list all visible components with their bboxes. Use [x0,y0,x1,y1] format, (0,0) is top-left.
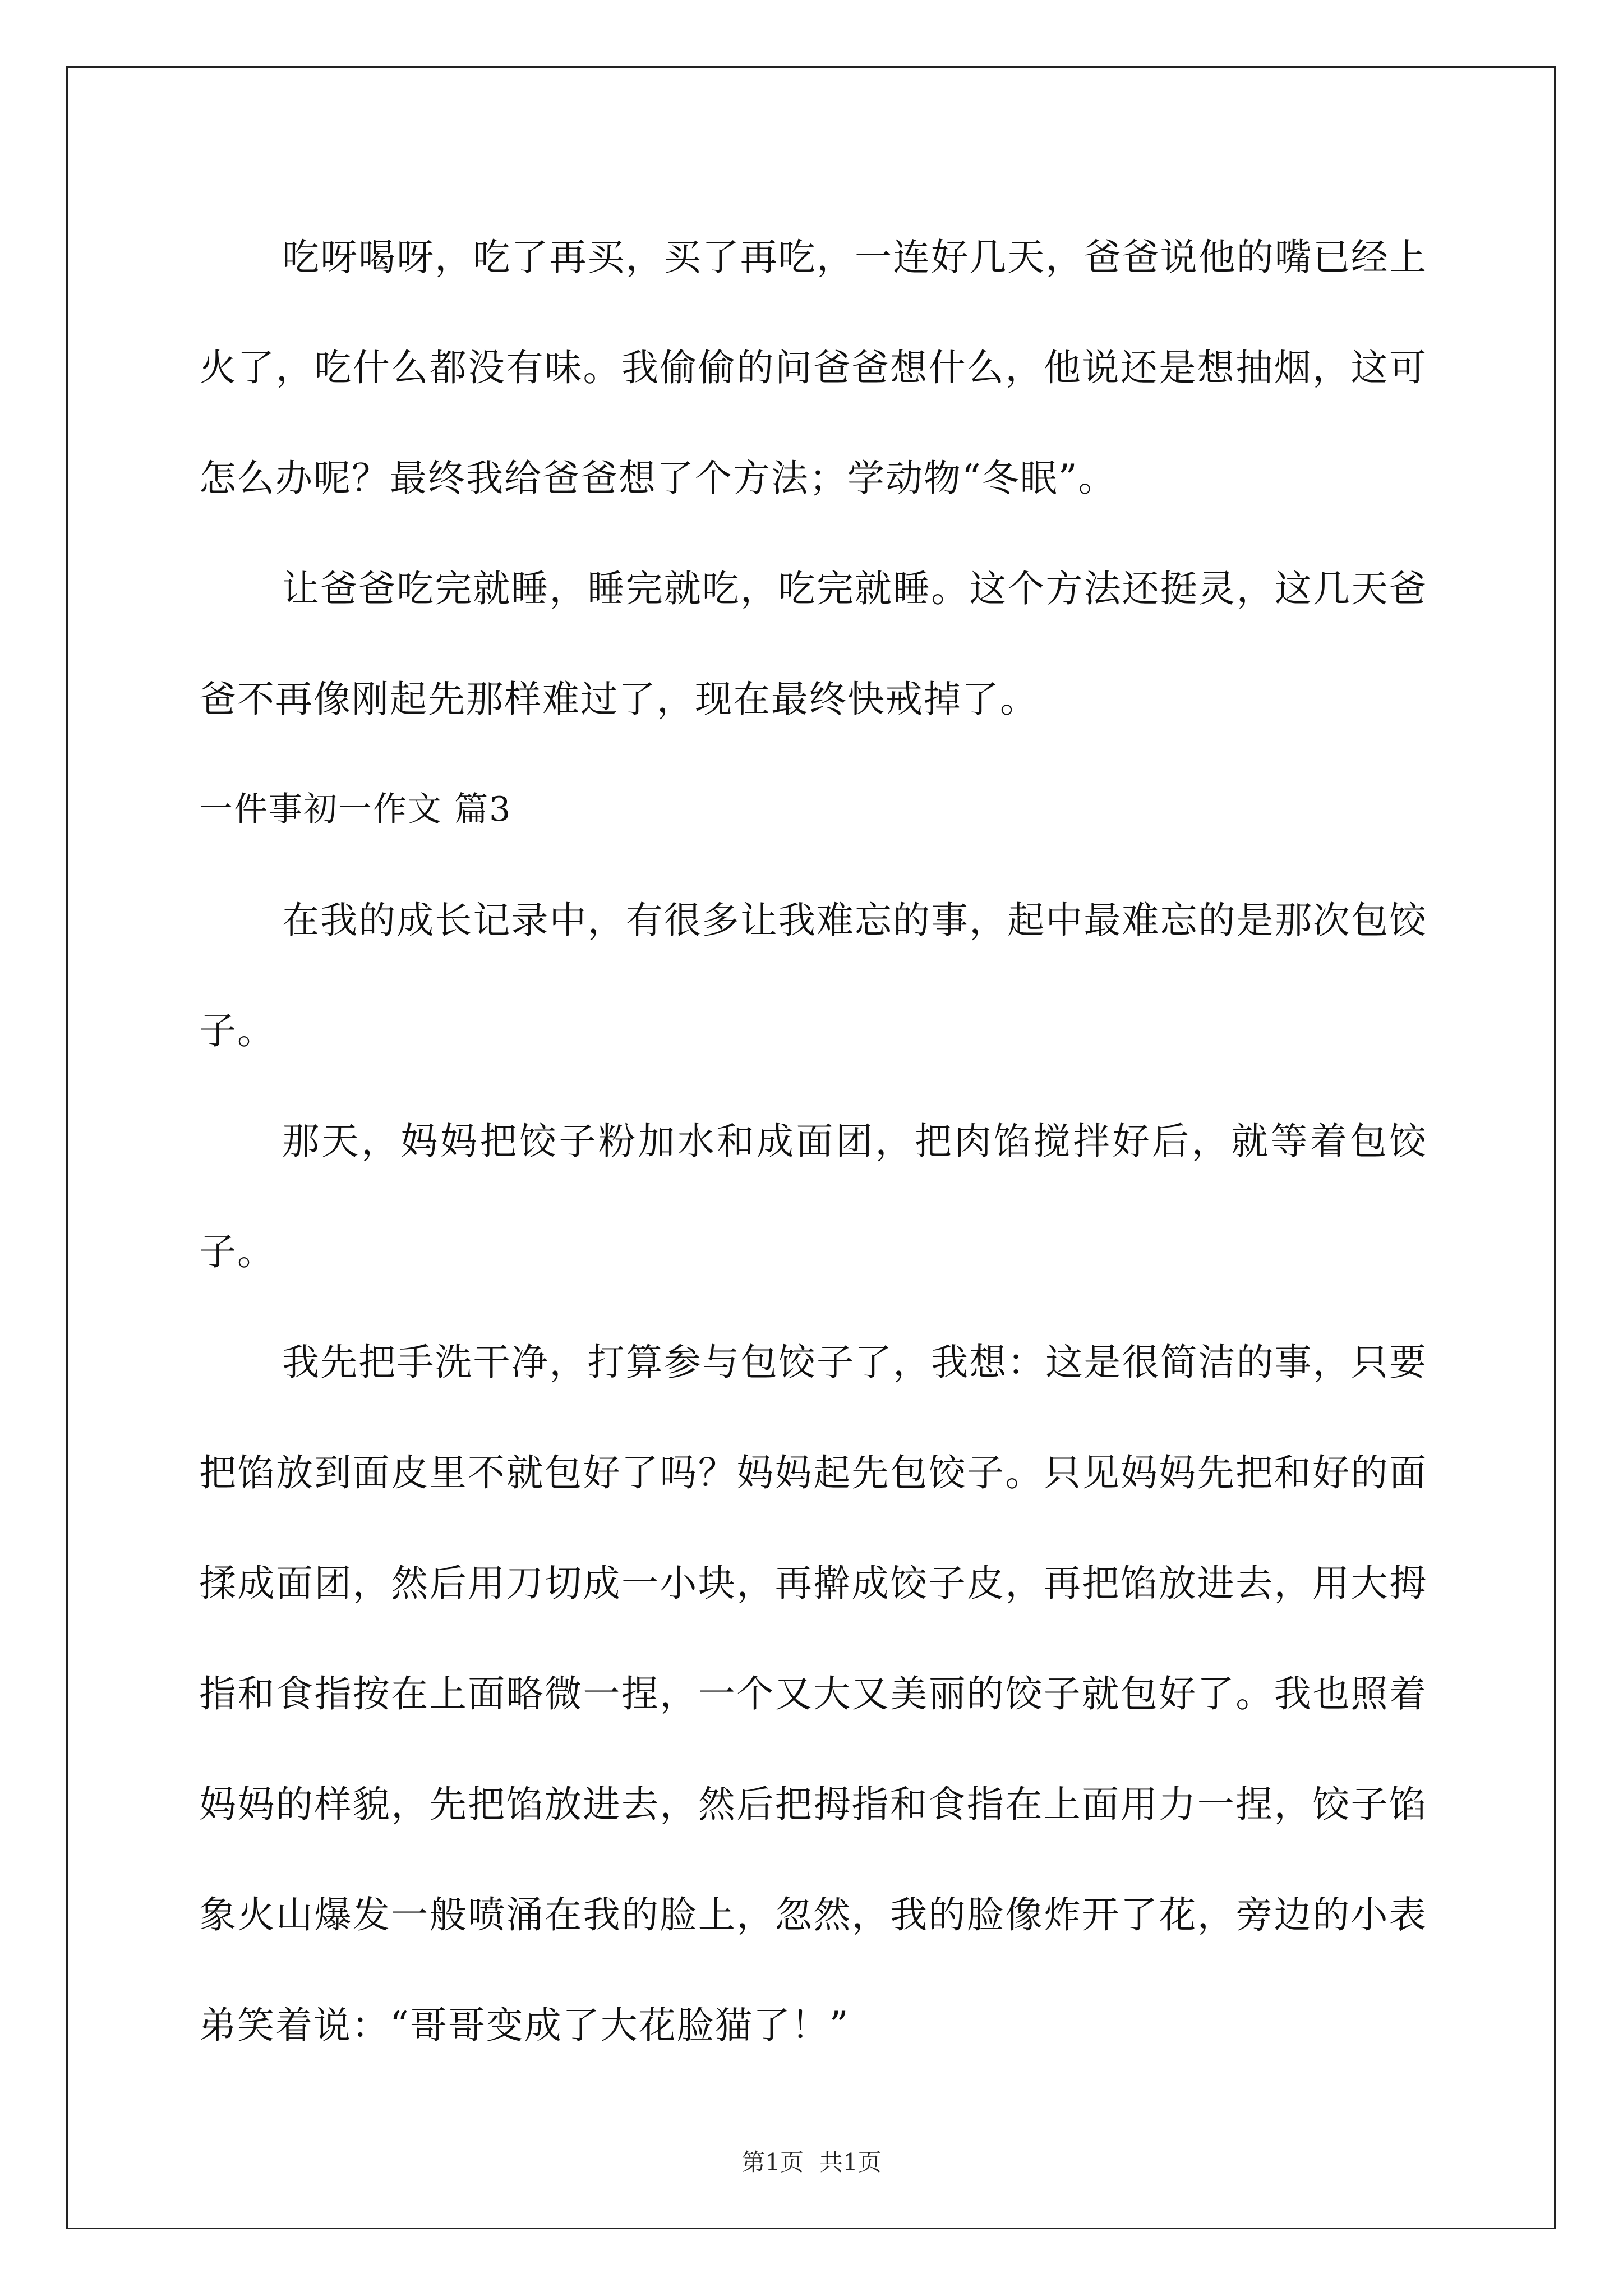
page-number: 第1页 [741,2148,804,2176]
document-body [199,202,1427,2081]
paragraph-5: 我先把手洗干净，打算参与包饺子了，我想：这是很简洁的事，只要把馅放到面皮里不就包好了吗？妈妈起先包饺子。只见妈妈先把和好的面揉成面团，然后用刀切成一小块，再擀成饺子皮，再把馅放进去，用大拇指和食指按在上面略微一捏，一个又大又美丽的饺子就包好了。我也照着妈妈的样貌，先把馅放进去，然后把拇指和食指在上面用力一捏，饺子馅象火山爆发一般喷涌在我的脸上，忽然，我的脸像炸开了花，旁边的小表弟笑着说：“哥哥变成了大花脸猫了！” [199,1341,1427,2047]
page-footer [0,2144,1623,2178]
section-heading: 一件事初一作文 篇3 [199,790,512,829]
paragraph-1: 吃呀喝呀，吃了再买，买了再吃，一连好几天，爸爸说他的嘴已经上火了，吃什么都没有味。我偷偷的问爸爸想什么，他说还是想抽烟，这可怎么办呢？最终我给爸爸想了个方法；学动物“冬眠”。 [199,236,1427,500]
page-total: 共1页 [819,2148,882,2176]
paragraph-4: 那天，妈妈把饺子粉加水和成面团，把肉馅搅拌好后，就等着包饺子。 [199,1120,1427,1273]
paragraph-2: 让爸爸吃完就睡，睡完就吃，吃完就睡。这个方法还挺灵，这几天爸爸不再像刚起先那样难过了，现在最终快戒掉了。 [199,567,1427,721]
paragraph-3: 在我的成长记录中，有很多让我难忘的事，起中最难忘的是那次包饺子。 [199,899,1427,1052]
